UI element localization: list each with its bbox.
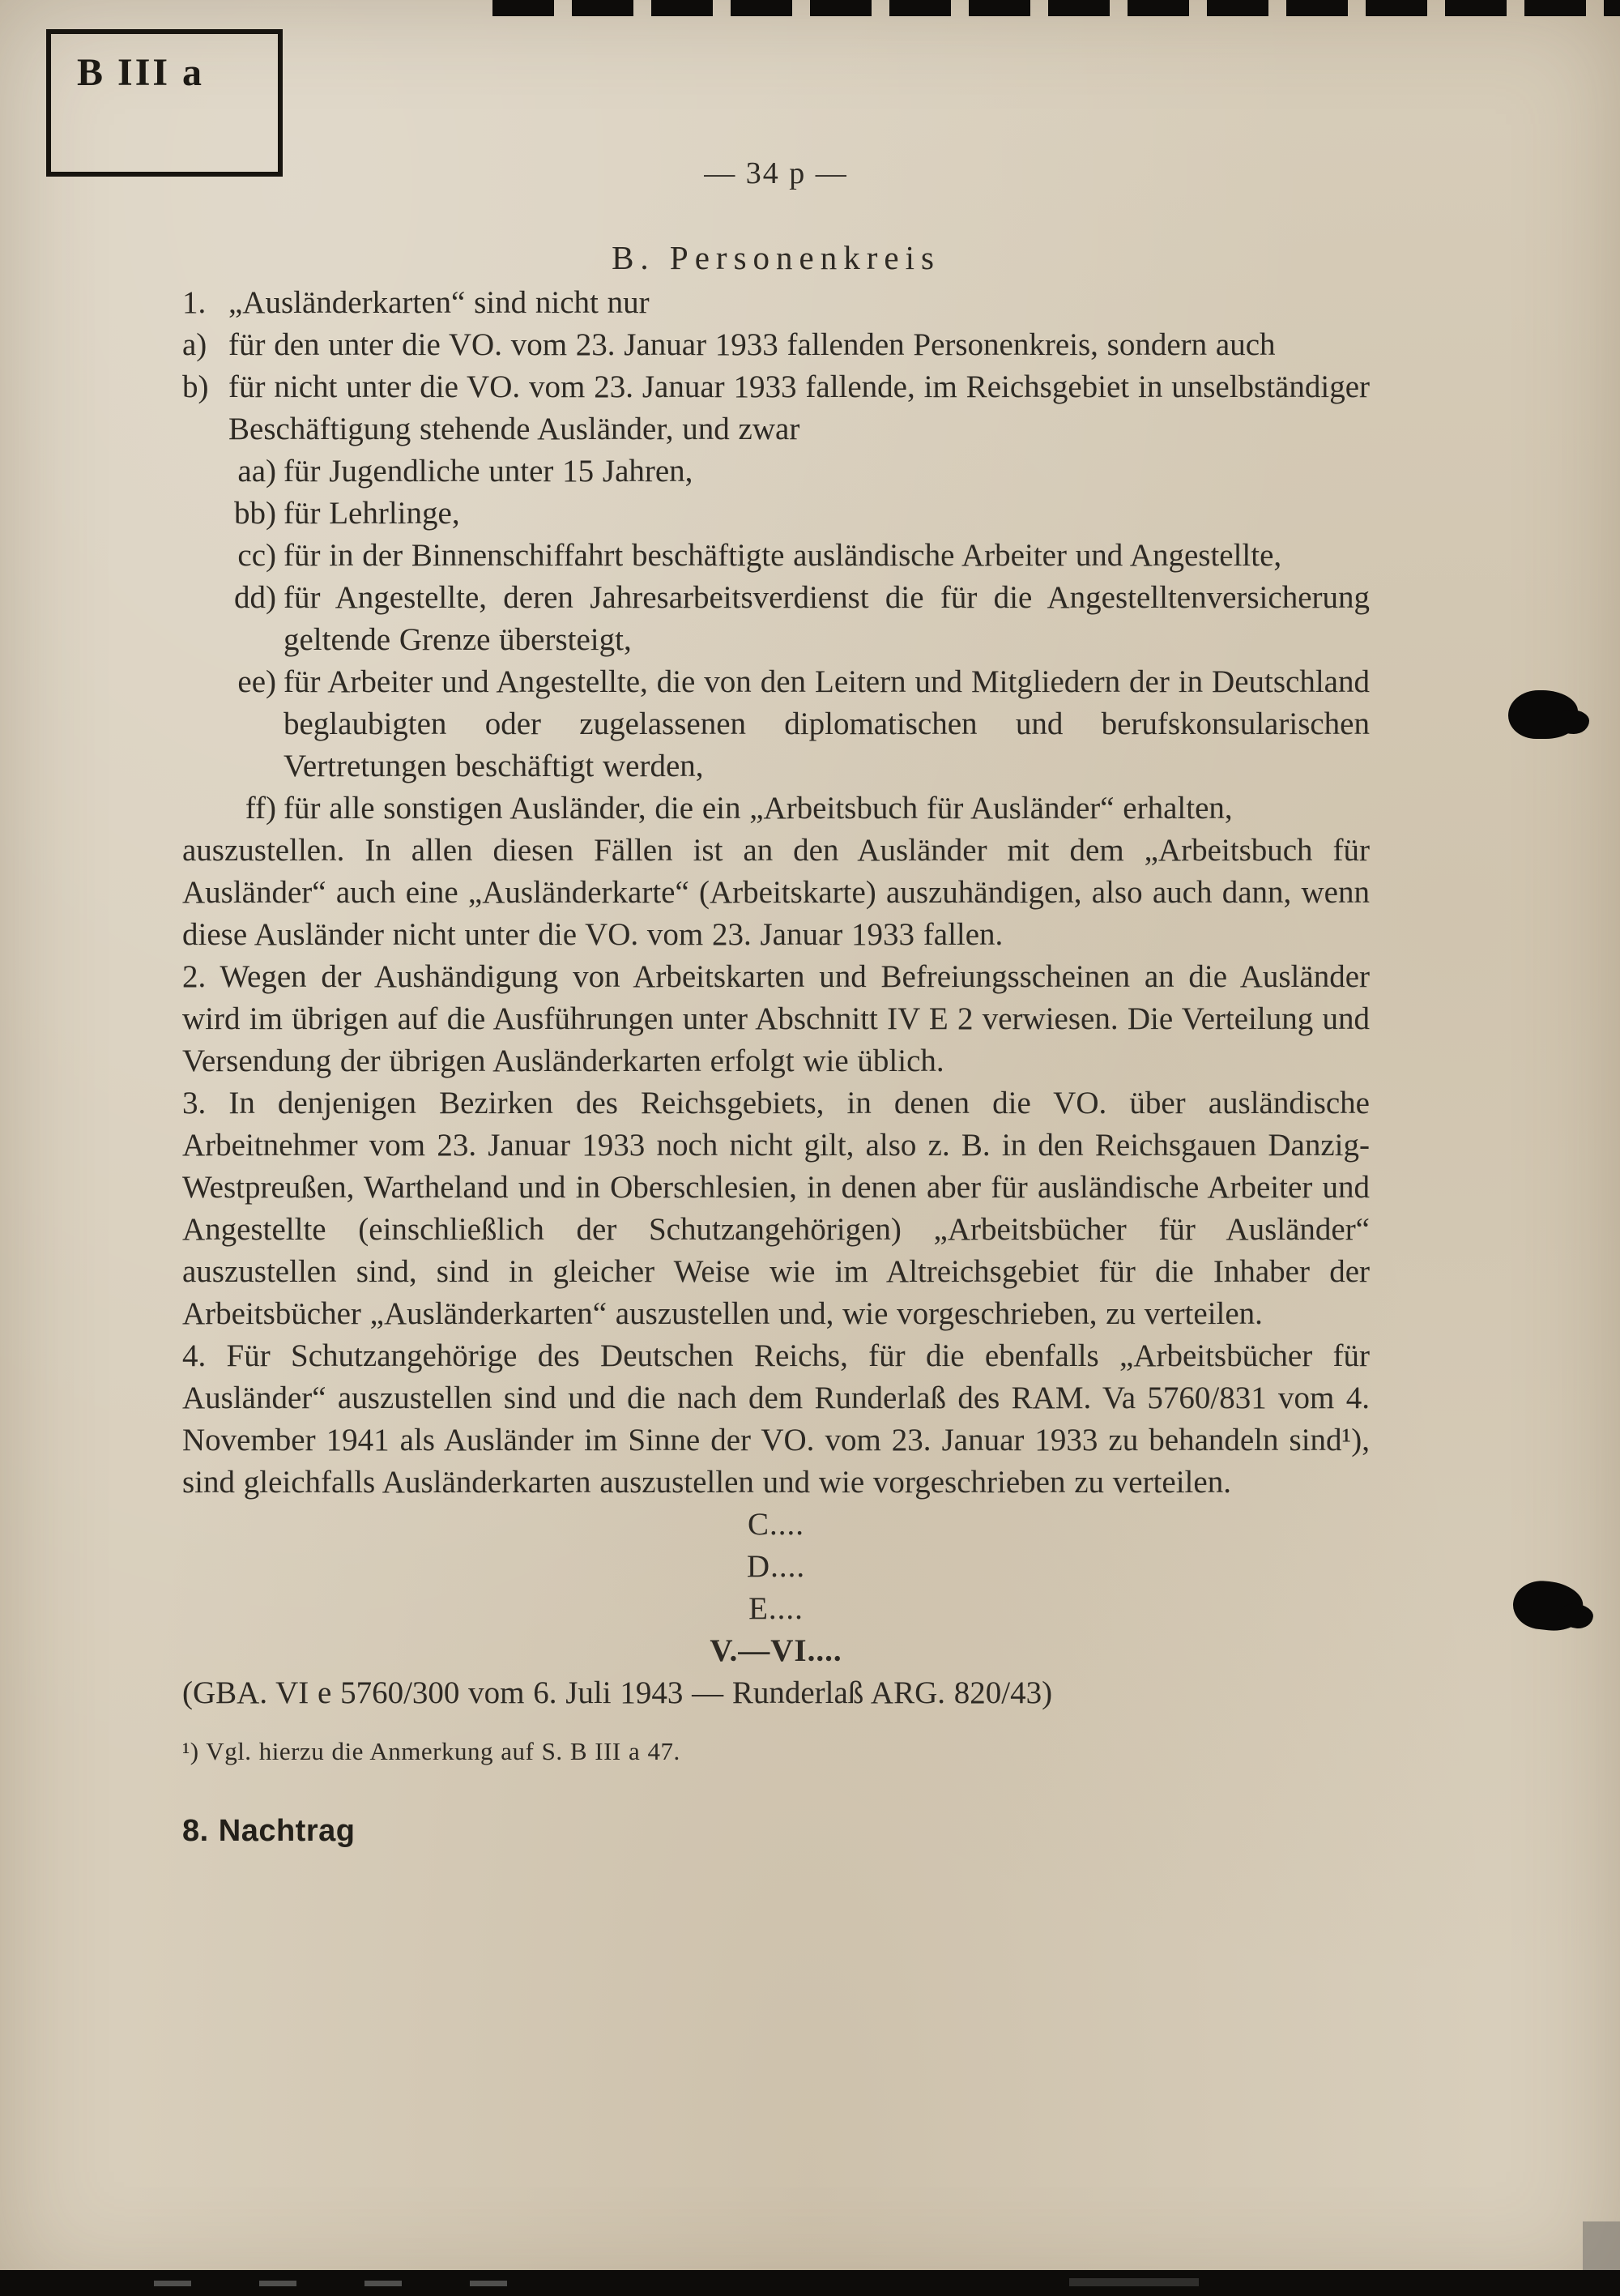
item-marker: aa) bbox=[237, 454, 276, 489]
document-body bbox=[182, 282, 1370, 1852]
placeholder-line-e: E.... bbox=[748, 1591, 804, 1626]
paragraph-3: 3. In denjenigen Bezirken des Reichsgebiets, in denen die VO. über ausländische Arbeitnehmer vom 23. Januar 1933 noch nicht gilt, also z. B. in den Reichsgauen Danzig-Westpreußen, Wartheland und in Oberschlesien, in denen aber für ausländische Arbeiter und Angestellte (einschließlich der Schutzangehörigen) „Arbeitsbücher für Ausländer“ auszustellen sind, sind in gleicher Weise wie im Altreichsgebiet für die Inhaber der Arbeitsbücher „Ausländerkarten“ auszustellen und, wie vorgeschrieben, zu verteilen. bbox=[182, 1086, 1370, 1331]
item-marker: dd) bbox=[234, 580, 276, 615]
paragraph-auszustellen: auszustellen. In allen diesen Fällen ist an den Ausländer mit dem „Arbeitsbuch für Ausländer“ auch eine „Ausländerkarte“ (Arbeitskarte) auszuhändigen, also auch dann, wenn diese Ausländer nicht unter die VO. vom 23. Januar 1933 fallen. bbox=[182, 833, 1370, 952]
paragraph-4: 4. Für Schutzangehörige des Deutschen Reichs, für die ebenfalls „Arbeitsbücher für Ausländer“ auszustellen sind und die nach dem Runderlaß des RAM. Va 5760/831 vom 4. November 1941 als Ausländer im Sinne der VO. vom 23. Januar 1933 zu behandeln sind¹), sind gleichfalls Ausländerkarten auszustellen und wie vorgeschrieben zu verteilen. bbox=[182, 1338, 1370, 1500]
list-item-bb bbox=[182, 493, 1370, 535]
item-text: für alle sonstigen Ausländer, die ein „Arbeitsbuch für Ausländer“ erhalten, bbox=[284, 791, 1233, 826]
nachtrag-label: 8. Nachtrag bbox=[182, 1814, 356, 1848]
item-marker: ff) bbox=[245, 791, 276, 826]
page-number: — 34 p — bbox=[704, 156, 848, 190]
scan-edge-smudge bbox=[1583, 2221, 1620, 2272]
film-sprocket-strip-top bbox=[492, 0, 1620, 16]
item-text: für Angestellte, deren Jahresarbeitsverdienst die für die Angestelltenversicherung geltende Grenze übersteigt, bbox=[284, 580, 1370, 657]
list-item-ff bbox=[182, 787, 1370, 830]
item-marker: b) bbox=[182, 369, 209, 404]
placeholder-line-c: C.... bbox=[747, 1507, 804, 1542]
punch-hole bbox=[1511, 1578, 1585, 1634]
paragraph-2: 2. Wegen der Aushändigung von Arbeitskarten und Befreiungsscheinen an die Ausländer wird im übrigen auf die Ausführungen unter Abschnitt IV E 2 verwiesen. Die Verteilung und Versendung der übrigen Ausländerkarten erfolgt wie üblich. bbox=[182, 959, 1370, 1078]
list-item-cc bbox=[182, 535, 1370, 577]
placeholder-line-d: D.... bbox=[746, 1549, 806, 1584]
section-label-box bbox=[46, 29, 283, 177]
item-text: für Lehrlinge, bbox=[284, 496, 460, 531]
item-text: für nicht unter die VO. vom 23. Januar 1933 fallende, im Reichsgebiet in unselbständiger Beschäftigung stehende Ausländer, und zwar bbox=[228, 369, 1370, 446]
list-item-dd bbox=[182, 577, 1370, 661]
item-marker: bb) bbox=[234, 496, 276, 531]
item-marker: a) bbox=[182, 327, 207, 362]
punch-hole bbox=[1508, 690, 1578, 739]
section-heading: B. Personenkreis bbox=[612, 239, 940, 276]
section-label: B III a bbox=[77, 51, 205, 94]
item-text: „Ausländerkarten“ sind nicht nur bbox=[228, 285, 650, 320]
film-strip-bottom bbox=[0, 2270, 1620, 2296]
list-item-a bbox=[182, 324, 1370, 366]
item-marker: ee) bbox=[237, 664, 276, 699]
item-text: für Arbeiter und Angestellte, die von den Leitern und Mitgliedern der in Deutschland beglaubigten oder zugelassenen diplomatischen und berufskonsularischen Vertretungen beschäftigt werden, bbox=[284, 664, 1370, 783]
item-text: für in der Binnenschiffahrt beschäftigte ausländische Arbeiter und Angestellte, bbox=[284, 538, 1282, 573]
source-reference: (GBA. VI e 5760/300 vom 6. Juli 1943 — Runderlaß ARG. 820/43) bbox=[182, 1675, 1053, 1710]
placeholder-line-v-vi: V.—VI.... bbox=[710, 1633, 842, 1668]
list-item-1 bbox=[182, 282, 1370, 324]
item-marker: 1. bbox=[182, 285, 207, 320]
footnote: ¹) Vgl. hierzu die Anmerkung auf S. B III a 47. bbox=[182, 1737, 680, 1765]
item-text: für Jugendliche unter 15 Jahren, bbox=[284, 454, 693, 489]
list-item-aa bbox=[182, 450, 1370, 493]
item-marker: cc) bbox=[237, 538, 276, 573]
item-text: für den unter die VO. vom 23. Januar 1933 fallenden Personenkreis, sondern auch bbox=[228, 327, 1276, 362]
list-item-ee bbox=[182, 661, 1370, 787]
list-item-b bbox=[182, 366, 1370, 450]
